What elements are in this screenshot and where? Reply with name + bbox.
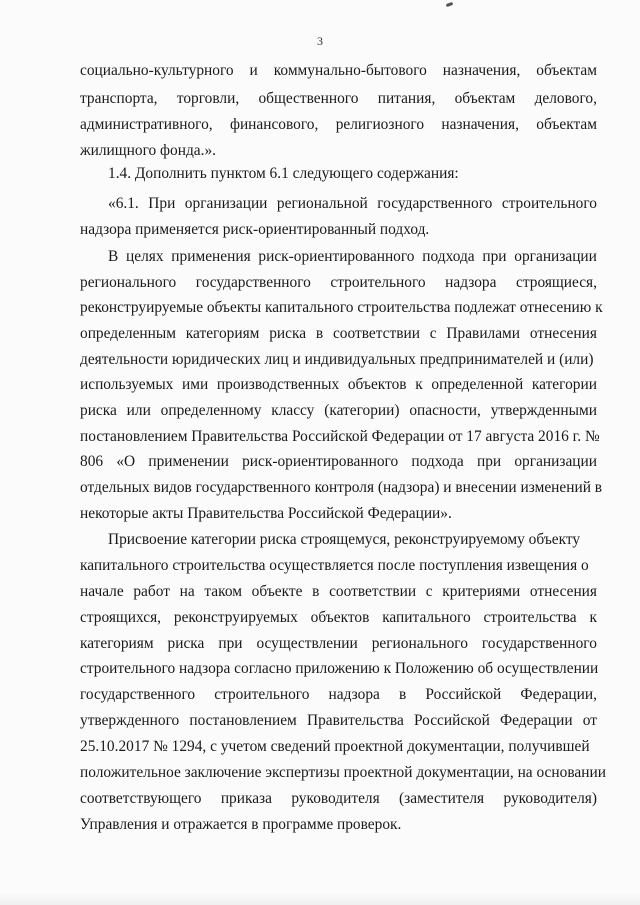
- word: риска: [167, 635, 205, 652]
- text-line: [80, 375, 597, 395]
- word: общественного: [258, 90, 359, 107]
- word: ими: [182, 376, 209, 393]
- word: при: [218, 635, 243, 652]
- word: объектам: [536, 116, 597, 133]
- word: используемых: [80, 376, 174, 393]
- word: строительства: [483, 609, 577, 626]
- word: применения: [171, 248, 251, 265]
- word: подхода: [422, 248, 475, 265]
- word: Российской: [425, 686, 502, 703]
- word: торговли,: [176, 90, 240, 107]
- text-line: [108, 194, 597, 214]
- scan-artifact-mark: [446, 2, 454, 7]
- word: объекте: [251, 583, 303, 600]
- text-line: [80, 478, 602, 498]
- text-line: [80, 61, 597, 81]
- word: надзора: [445, 274, 497, 291]
- text-line: [108, 530, 580, 550]
- word: регионального: [371, 635, 468, 652]
- word: к: [589, 609, 597, 626]
- word: некоторые акты Правительства Российской Федерации».: [80, 505, 452, 522]
- word: государственного: [481, 635, 597, 652]
- word: Присвоение категории риска строящемуся, реконструируемому объекту: [108, 531, 581, 548]
- text-line: [80, 608, 597, 628]
- word: категориям: [185, 325, 260, 342]
- text-line: [108, 164, 459, 184]
- word: строящихся,: [80, 609, 162, 626]
- word: организации: [184, 195, 268, 212]
- text-line: [80, 141, 216, 161]
- word: государственного: [377, 195, 493, 212]
- word: надзора применяется риск-ориентированный подход.: [80, 221, 430, 238]
- word: строительного: [330, 274, 426, 291]
- word: социально-культурного: [80, 62, 234, 79]
- text-line: [80, 273, 597, 293]
- text-line: [80, 711, 597, 731]
- word: риск-ориентированного: [242, 453, 399, 470]
- word: таком: [204, 583, 242, 600]
- word: подхода: [411, 453, 464, 470]
- word: классу: [271, 402, 315, 419]
- word: категории: [531, 376, 597, 393]
- text-line: [80, 815, 401, 835]
- text-line: [108, 247, 597, 267]
- word: соответствии: [329, 583, 417, 600]
- word: капитального: [382, 609, 471, 626]
- word: делового,: [534, 90, 597, 107]
- text-line: [80, 324, 597, 344]
- word: 25.10.2017 № 1294, с учетом сведений проектной документации, получившей: [80, 738, 590, 755]
- text-line: [80, 427, 600, 447]
- word: приказа: [220, 790, 272, 807]
- word: коммунально-бытового: [273, 62, 427, 79]
- word: в: [312, 583, 320, 600]
- word: и: [249, 62, 258, 79]
- word: капитального строительства осуществляется после поступления извещения о: [80, 557, 589, 574]
- word: начале: [80, 583, 124, 600]
- word: Правилами: [446, 325, 521, 342]
- word: строящиеся,: [516, 274, 597, 291]
- word: (категории): [324, 402, 400, 419]
- word: назначения,: [441, 116, 519, 133]
- word: (заместителя: [399, 790, 485, 807]
- word: регионального: [80, 274, 177, 291]
- word: реконструируемых: [173, 609, 298, 626]
- word: объектов: [310, 609, 370, 626]
- word: В: [108, 248, 119, 265]
- word: Федерации,: [520, 686, 597, 703]
- word: строительного: [214, 686, 310, 703]
- word: при: [482, 248, 507, 265]
- word: отнесения: [529, 583, 597, 600]
- word: жилищного фонда.».: [80, 142, 216, 159]
- word: строительного надзора согласно приложению к Положению об осуществлении: [80, 660, 599, 677]
- word: опасности,: [409, 402, 481, 419]
- text-line: [80, 737, 590, 757]
- text-line: [80, 634, 597, 654]
- word: или: [126, 402, 151, 419]
- text-line: [80, 452, 597, 472]
- word: «6.1.: [108, 195, 139, 212]
- word: категориям: [80, 635, 154, 652]
- word: применении: [148, 453, 229, 470]
- text-line: [80, 401, 597, 421]
- word: положительное заключение экспертизы проектной документации, на основании: [80, 764, 606, 781]
- word: региональной: [276, 195, 368, 212]
- text-line: [80, 89, 597, 109]
- word: от: [582, 712, 597, 729]
- word: 1.4. Дополнить пунктом 6.1 следующего содержания:: [108, 165, 459, 182]
- word: определенной: [431, 376, 524, 393]
- word: деятельности юридических лиц и индивидуальных предпринимателей и (или): [80, 351, 594, 368]
- word: утвержденными: [490, 402, 597, 419]
- word: в: [399, 686, 407, 703]
- text-line: [80, 556, 589, 576]
- word: постановлением Правительства Российской Федерации от 17 августа 2016 г. №: [80, 428, 600, 445]
- word: руководителя): [503, 790, 597, 807]
- word: строительного: [501, 195, 597, 212]
- word: 806: [80, 453, 104, 470]
- text-line: [80, 504, 452, 524]
- word: Российской: [413, 712, 490, 729]
- word: в: [315, 325, 324, 342]
- text-line: [80, 763, 606, 783]
- word: определенному: [160, 402, 262, 419]
- word: риска: [269, 325, 307, 342]
- word: на: [179, 583, 195, 600]
- word: назначения,: [442, 62, 521, 79]
- word: при: [476, 453, 502, 470]
- word: религиозного: [335, 116, 425, 133]
- word: с: [429, 325, 437, 342]
- text-line: [80, 659, 598, 679]
- word: с: [425, 583, 433, 600]
- word: административного,: [80, 116, 213, 133]
- word: отдельных видов государственного контроля (надзора) и внесении изменений в: [80, 479, 603, 496]
- text-line: [80, 350, 593, 370]
- word: постановлением: [189, 712, 297, 729]
- word: определенным: [80, 325, 176, 342]
- word: объектам: [536, 62, 597, 79]
- word: целях: [126, 248, 164, 265]
- word: финансового,: [229, 116, 319, 133]
- word: Федерации: [499, 712, 573, 729]
- word: При: [148, 195, 176, 212]
- word: работ: [133, 583, 170, 600]
- word: соответствии: [332, 325, 420, 342]
- page-bottom-edge: [0, 893, 640, 905]
- word: критериями: [442, 583, 521, 600]
- word: организации: [514, 248, 597, 265]
- text-line: [80, 298, 603, 318]
- word: организации: [514, 453, 597, 470]
- word: утвержденного: [80, 712, 180, 729]
- word: производственных: [216, 376, 340, 393]
- word: реконструируемые объекты капитального строительства подлежат отнесению к: [80, 299, 603, 316]
- word: Правительства: [306, 712, 404, 729]
- word: руководителя: [291, 790, 380, 807]
- word: государственного: [195, 274, 311, 291]
- word: объектов: [347, 376, 407, 393]
- word: транспорта,: [80, 90, 158, 107]
- word: к: [415, 376, 423, 393]
- text-line: [80, 789, 597, 809]
- word: Управления и отражается в программе проверок.: [80, 816, 402, 833]
- text-line: [80, 115, 597, 135]
- word: риска: [80, 402, 117, 419]
- page-number: 3: [317, 34, 323, 48]
- word: осуществлении: [256, 635, 358, 652]
- word: государственного: [80, 686, 196, 703]
- word: риск-ориентированного: [258, 248, 415, 265]
- word: соответствующего: [80, 790, 202, 807]
- text-line: [80, 685, 597, 705]
- word: надзора: [328, 686, 380, 703]
- text-line: [80, 582, 597, 602]
- word: отнесения: [529, 325, 597, 342]
- text-line: [80, 220, 429, 240]
- word: питания,: [377, 90, 436, 107]
- word: «О: [116, 453, 136, 470]
- word: объектам: [454, 90, 516, 107]
